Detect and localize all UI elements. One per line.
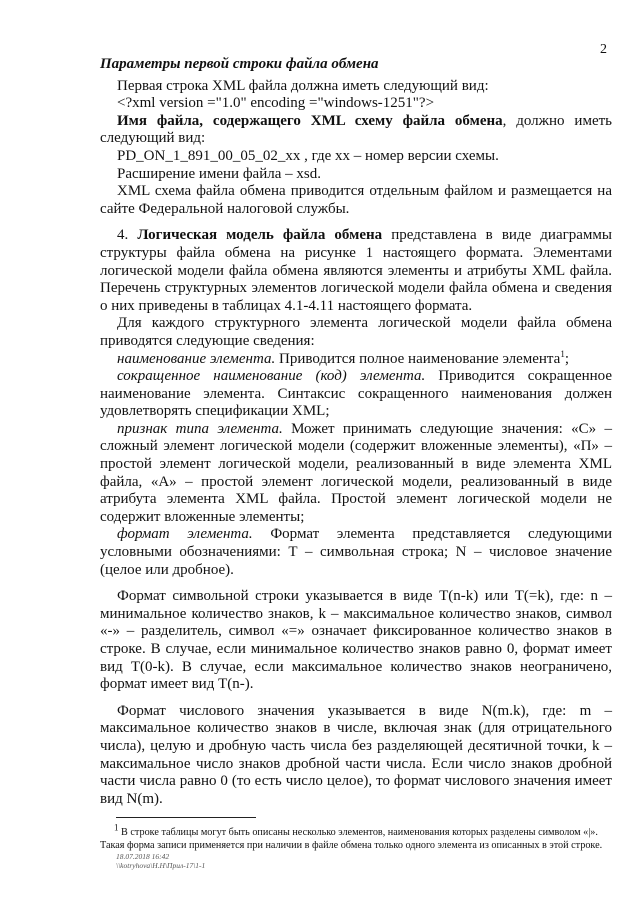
xml-declaration: <?xml version ="1.0" encoding ="windows-1251"?> [117,95,435,112]
document-body [100,56,612,808]
schema-extension: Расширение имени файла – xsd. [117,165,321,182]
schema-name-term: Имя файла, содержащего XML схему файла обмена [117,112,503,129]
footnote [100,822,612,852]
full-name-term: наименование элемента. [117,350,276,367]
format-term: формат элемента. [117,526,253,543]
full-name-end: ; [564,350,569,367]
paragraph-first-line: Первая строка XML файла должна иметь следующий вид: [117,77,489,94]
paragraph-schema-name [100,113,612,148]
footnote-line-2: Такая форма записи применяется при наличии в файле обмена только одного элемента из описанных в этой строке. [100,840,603,851]
section-title: Параметры первой строки файла обмена [100,56,379,72]
short-name-text: Приводится сокращенное наименование элемента. Синтаксис сокращенного наименования должен удовлетворять спецификации XML; [100,368,612,420]
full-name-text: Приводится полное наименование элемента [275,350,561,367]
footnote-marker: 1 [114,822,119,833]
paragraph-string-format: Формат символьной строки указывается в виде Т(n-k) или Т(=k), где: n – минимальное количество знаков, k – максимальное количество знаков, символ «-» – разделитель, символ «=» означает фиксированное количество знаков в строке. В случае, если минимальное количество знаков равно 0, формат имеет вид Т(0-k). В случае, если максимальное количество знаков неограничено, формат имеет вид Т(n-). [100,588,612,693]
logical-model-rest: представлена в виде диаграммы структуры файла обмена на рисунке 1 настоящего формата. Элементами логической модели файла обмена являются элементы и атрибуты XML файла. Перечень структурных элементов логической модели файла обмена и сведения о них приведены в таблицах 4.1-4.11 настоящего формата. [100,227,612,314]
page-number: 2 [600,42,607,57]
paragraph-number-format: Формат числового значения указывается в виде N(m.k), где: m – максимальное количество знаков в числе, включая знак (для отрицательного числа), целую и дробную часть числа без разделяющей десятичной точки, k – максимальное число знаков дробной части числа. Если число знаков дробной части числа равно 0 (то есть число целое), то формат числового значения имеет вид N(m). [100,702,612,807]
logical-model-term: Логическая модель файла обмена [137,227,383,244]
short-name-term: сокращенное наименование (код) элемента. [117,368,426,385]
type-term: признак типа элемента. [117,420,283,437]
definition-full-name [100,348,612,369]
footnote-separator [116,817,256,818]
print-stamp [116,852,205,870]
footnote-text-1: В строке таблицы могут быть описаны несколько элементов, наименования которых разделены символом «|». [118,827,598,838]
schema-name-rest: , должно иметь следующий вид: [100,112,612,147]
paragraph-element-info: Для каждого структурного элемента логической модели файла обмена приводятся следующие сведения: [100,315,612,349]
schema-file-name: PD_ON_1_891_00_05_02_xx , где хх – номер версии схемы. [117,147,499,164]
type-text: Может принимать следующие значения: «С» – сложный элемент логической модели (содержит вложенные элементы), «П» – простой элемент логической модели, реализованный в виде элемента XML файла, «А» – простой элемент логической модели, реализованный в виде атрибута элемента XML файла. Простой элемент логической модели не содержит вложенные элементы; [100,420,612,525]
footnote-ref: 1 [560,348,565,359]
print-stamp-path: \\kotryhova\Н.Н\Прил-17\1-1 [116,861,206,870]
definition-format [100,526,612,579]
print-stamp-date: 18.07.2018 16:42 [116,852,170,861]
definition-type [100,421,612,527]
paragraph-schema-location: XML схема файла обмена приводится отдельным файлом и размещается на сайте Федеральной налоговой службы. [100,183,612,217]
format-text: Формат элемента представляется следующими условными обозначениями: Т – символьная строка; N – числовое значение (целое или дробное). [100,526,612,578]
paragraph-logical-model [100,227,612,315]
definition-short-name [100,368,612,421]
footnote-line-1 [100,822,612,839]
item-number: 4. [117,227,138,244]
